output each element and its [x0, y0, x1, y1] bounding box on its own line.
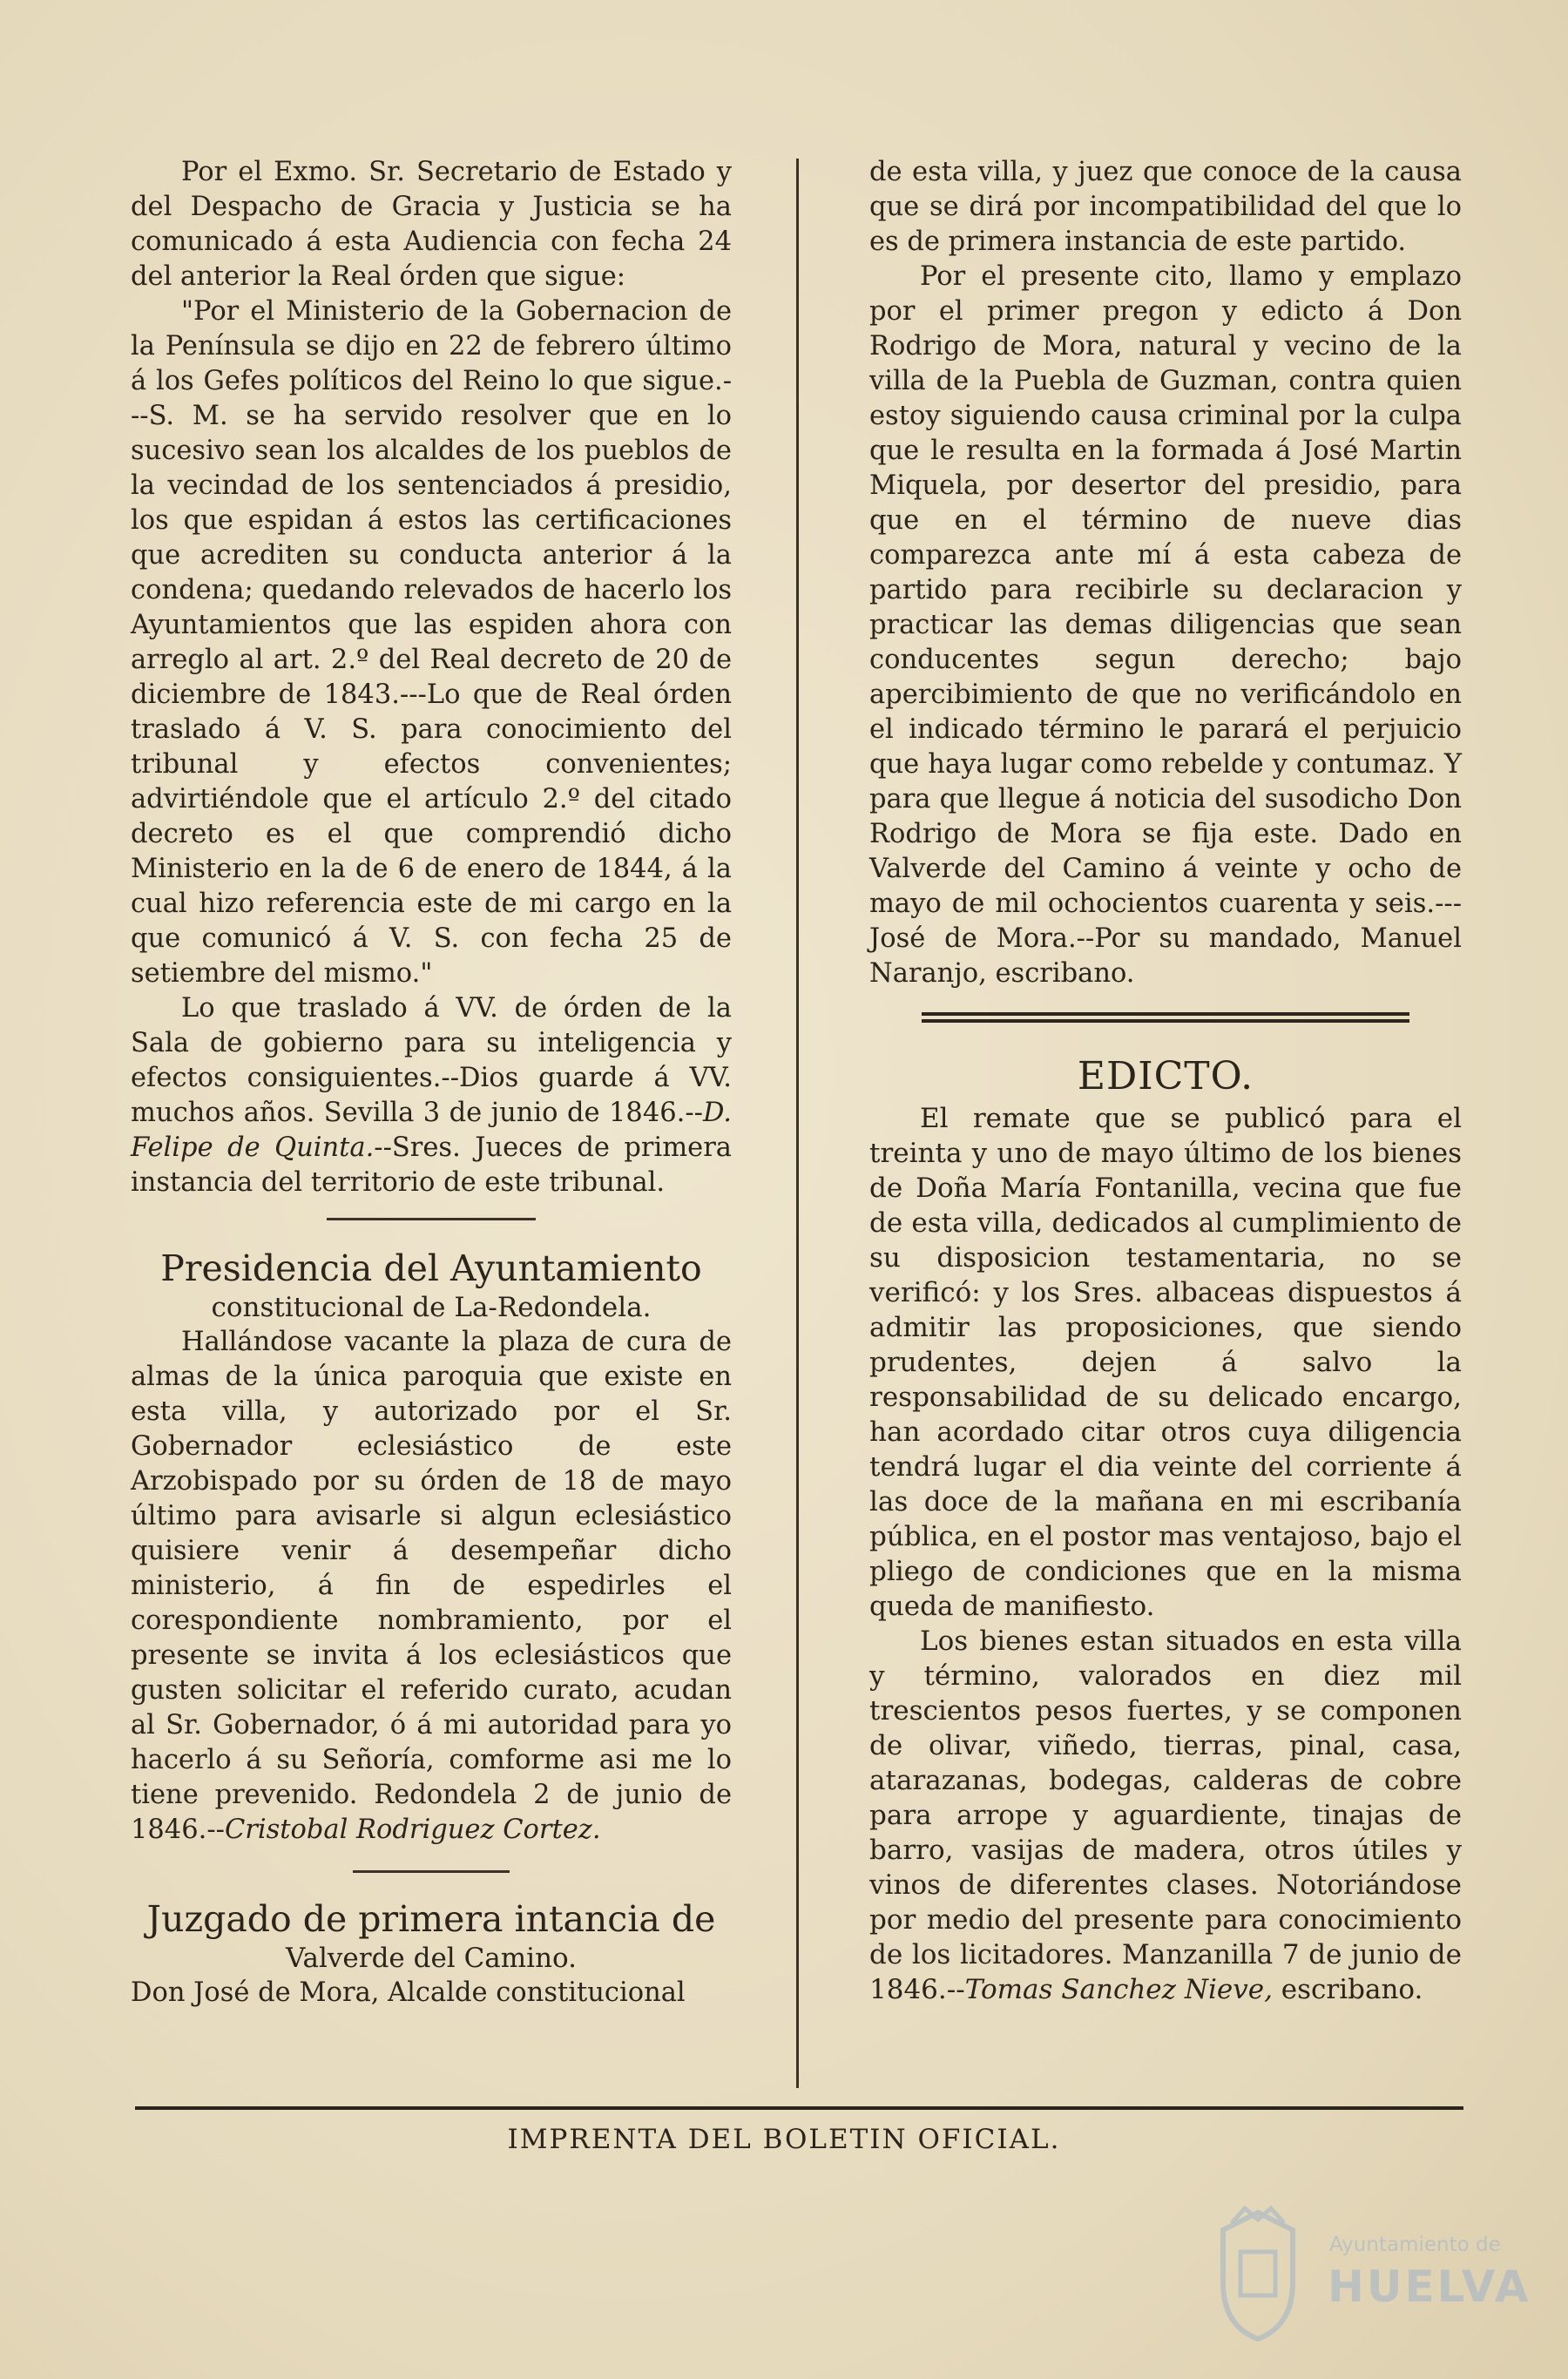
royal-order-intro: Por el Exmo. Sr. Secretario de Estado y del Despacho de Gracia y Justicia se ha comunicado á esta Audiencia con fecha 24 del anterior la Real órden que sigue: [131, 157, 732, 292]
footer-rule [135, 2106, 1463, 2110]
edicto-auction-notice: El remate que se publicó para el treinta y uno de mayo último de los bienes de Doña María Fontanilla, vecina que fue de esta villa, dedicados al cumplimiento de su disposicion testamentaria, no se verificó: y los Sres. albaceas dispuestos á admitir las proposiciones, que siendo prudentes, dejen á salvo la responsabilidad de su delicado encargo, han acordado citar otros cuya diligencia tendrá lugar el dia veinte del corriente á las doce de la mañana en mi escribanía pública, en el postor mas ventajoso, bajo el pliego de condiciones que en la misma queda de manifiesto. [869, 1103, 1462, 1622]
edicto-title: EDICTO. [1077, 1054, 1254, 1098]
section-divider [327, 1218, 536, 1220]
signature-cristobal-rodriguez: Cristobal Rodriguez Cortez. [224, 1815, 601, 1845]
juzgado-summons: Por el presente cito, llamo y emplazo por el primer pregon y edicto á Don Rodrigo de Mora, natural y vecino de la villa de la Puebla de Guzman, contra quien estoy siguiendo causa criminal por la culpa que le resulta en la formada á José Martin Miquela, por desertor del presidio, para que en el término de nueve dias comparezca ante mí á esta cabeza de partido para recibirle su declaracion y practicar las demas diligencias que sean conducentes segun derecho; bajo apercibimiento de que no verificándolo en el indicado término le parará el perjuicio que haya lugar como rebelde y contumaz. Y para que llegue á noticia del susodicho Don Rodrigo de Mora se fija este. Dado en Valverde del Camino á veinte y ocho de mayo de mil ochocientos cuarenta y seis.---José de Mora.--Por su mandado, Manuel Naranjo, escribano. [869, 261, 1462, 989]
section-title-presidencia: Presidencia del Ayuntamiento [160, 1247, 702, 1289]
right-column [869, 155, 1462, 2007]
coat-of-arms-icon [1206, 2204, 1310, 2343]
column-divider [796, 159, 799, 2088]
section-divider [353, 1870, 510, 1873]
royal-order-body: "Por el Ministerio de la Gobernacion de la Península se dijo en 22 de febrero último á los Gefes políticos del Reino lo que sigue.---S. M. se ha servido resolver que en lo sucesivo sean los alcaldes de los pueblos de la vecindad de los sentenciados á presidio, los que espidan á estos las certificaciones que acrediten su conducta anterior á la condena; quedando relevados de hacerlo los Ayuntamientos que las espiden ahora con arreglo al art. 2.º del Real decreto de 20 de diciembre de 1843.---Lo que de Real órden traslado á V. S. para conocimiento del tribunal y efectos convenientes; advirtiéndole que el artículo 2.º del citado decreto es el que comprendió dicho Ministerio en la de 6 de enero de 1844, á la cual hizo referencia este de mi cargo en la que comunicó á V. S. con fecha 25 de setiembre del mismo." [131, 296, 732, 989]
huelva-watermark [1206, 2204, 1531, 2343]
section-title-juzgado: Juzgado de primera intancia de [146, 1898, 716, 1940]
juzgado-notice-continued: de esta villa, y juez que conoce de la causa que se dirá por incompatibilidad del que lo es de primera instancia de este partido. [869, 157, 1462, 257]
juzgado-notice-start: Don José de Mora, Alcalde constitucional [131, 1977, 686, 2008]
section-subtitle-valverde: Valverde del Camino. [285, 1943, 578, 1974]
section-subtitle-redondela: constitucional de La-Redondela. [211, 1292, 652, 1323]
left-column [131, 155, 732, 2011]
signature-felipe-de-quinta: D. Felipe de Quinta. [131, 1098, 732, 1163]
redondela-notice: Hallándose vacante la plaza de cura de almas de la única paroquia que existe en esta villa, y autorizado por el Sr. Gobernador eclesiástico de este Arzobispado por su órden de 18 de mayo último para avisarle si algun eclesiástico quisiere venir á desempeñar dicho ministerio, á fin de espedirles el corespondiente nombramiento, por el presente se invita á los eclesiásticos que gusten solicitar el referido curato, acudan al Sr. Gobernador, ó á mi autoridad para yo hacerlo á su Señoría, comforme asi me lo tiene prevenido. Redondela 2 de junio de 1846.--Cristobal Rodriguez Cortez. [131, 1327, 732, 1845]
watermark-line1: Ayuntamiento de [1329, 2234, 1501, 2256]
edicto-property-list: Los bienes estan situados en esta villa y término, valorados en diez mil trescientos pesos fuertes, y se componen de olivar, viñedo, tierras, pinal, casa, atarazanas, bodegas, calderas de cobre para arrope y aguardiente, tinajas de barro, vasijas de madera, otros útiles y vinos de diferentes clases. Notoriándose por medio del presente para conocimiento de los licitadores. Manzanilla 7 de junio de 1846.--Tomas Sanchez Nieve, escribano. [869, 1625, 1462, 2005]
printer-imprint: IMPRENTA DEL BOLETIN OFICIAL. [507, 2124, 1061, 2155]
watermark-line2: HUELVA [1328, 2261, 1531, 2312]
edicto-divider [922, 1012, 1409, 1023]
signature-tomas-sanchez: Tomas Sanchez Nieve, [964, 1974, 1273, 2005]
royal-order-closing: Lo que traslado á VV. de órden de la Sala de gobierno para su inteligencia y efectos consiguientes.--Dios guarde á VV. muchos años. Sevilla 3 de junio de 1846.--D. Felipe de Quinta.--Sres. Jueces de primera instancia del territorio de este tribunal. [131, 993, 732, 1198]
